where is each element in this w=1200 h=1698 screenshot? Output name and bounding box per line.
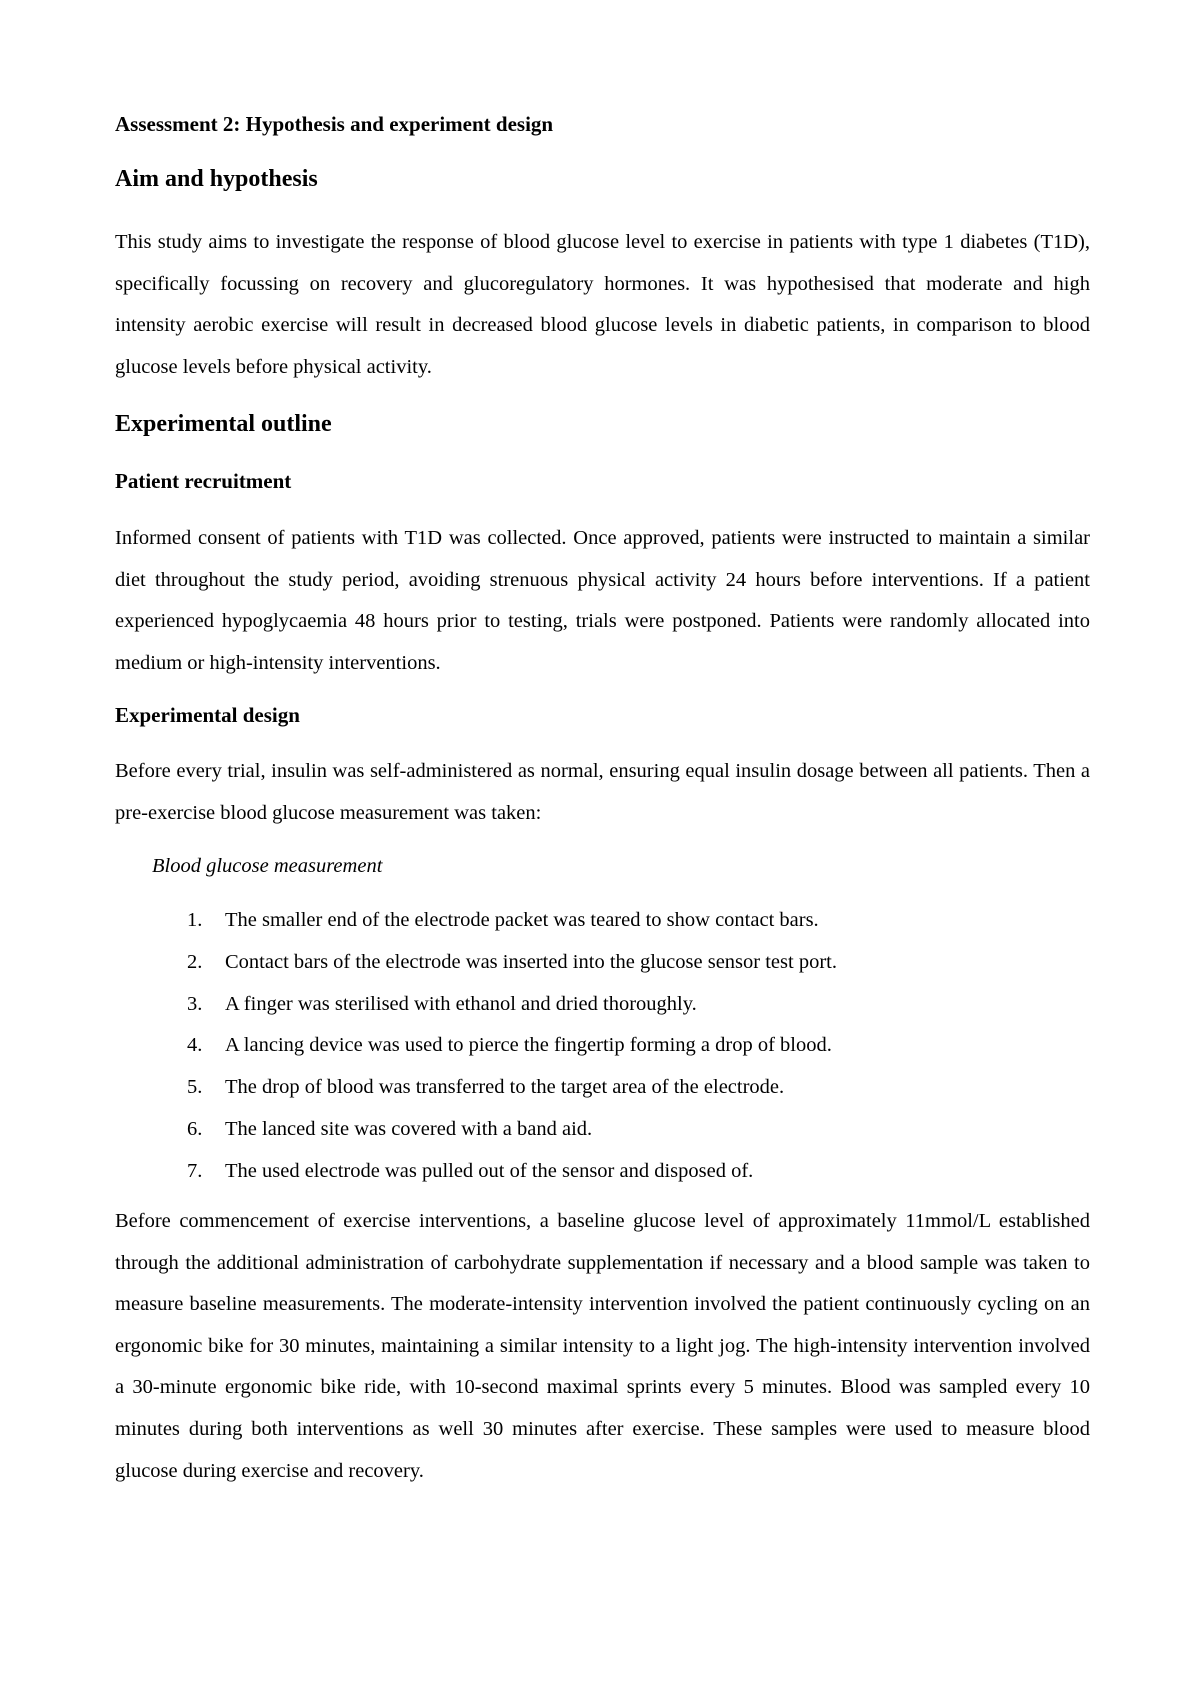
design-intro-paragraph: Before every trial, insulin was self-administered as normal, ensuring equal insulin dosage between all patients. Then a pre-exercise blood glucose measurement was taken: (115, 760, 1090, 824)
step-number: 1. (187, 909, 203, 931)
step-number: 4. (187, 1034, 203, 1057)
aim-paragraph: This study aims to investigate the response of blood glucose level to exercise in patients with type 1 diabetes (T1D), specifically focussing on recovery and glucoregulatory hormones. It was hypothesised that moderate and high intensity aerobic exercise will result in decreased blood glucose levels in diabetic patients, in comparison to blood glucose levels before physical activity. (115, 231, 1090, 378)
step-number: 3. (187, 992, 203, 1015)
list-item (115, 900, 837, 942)
list-item (115, 942, 837, 984)
list-item (115, 1025, 837, 1067)
step-text: A lancing device was used to pierce the fingertip forming a drop of blood. (225, 1034, 832, 1057)
step-number: 5. (187, 1076, 203, 1099)
step-text: The used electrode was pulled out of the sensor and disposed of. (225, 1159, 754, 1182)
step-text: The lanced site was covered with a band aid. (225, 1117, 593, 1140)
measurement-subheading: Blood glucose measurement (152, 855, 383, 877)
step-number: 7. (187, 1159, 203, 1182)
outline-heading: Experimental outline (115, 411, 332, 437)
step-text: A finger was sterilised with ethanol and dried thoroughly. (225, 992, 697, 1015)
design-closing-paragraph: Before commencement of exercise interventions, a baseline glucose level of approximately 11mmol/L established through the additional administration of carbohydrate supplementation if necessary and a blood sample was taken to measure baseline measurements. The moderate-intensity intervention involved the patient continuously cycling on an ergonomic bike for 30 minutes, maintaining a similar intensity to a light jog. The high-intensity intervention involved a 30-minute ergonomic bike ride, with 10-second maximal sprints every 5 minutes. Blood was sampled every 10 minutes during both interventions as well 30 minutes after exercise. These samples were used to measure blood glucose during exercise and recovery. (115, 1210, 1090, 1482)
design-heading: Experimental design (115, 703, 300, 727)
step-text: Contact bars of the electrode was inserted into the glucose sensor test port. (225, 950, 837, 973)
step-text: The smaller end of the electrode packet was teared to show contact bars. (225, 909, 819, 931)
aim-heading: Aim and hypothesis (115, 166, 318, 192)
recruitment-paragraph: Informed consent of patients with T1D was collected. Once approved, patients were instructed to maintain a similar diet throughout the study period, avoiding strenuous physical activity 24 hours before interventions. If a patient experienced hypoglycaemia 48 hours prior to testing, trials were postponed. Patients were randomly allocated into medium or high-intensity interventions. (115, 527, 1090, 674)
step-number: 6. (187, 1117, 203, 1140)
measurement-steps-list (115, 900, 837, 1193)
list-item (115, 1067, 837, 1109)
document-title: Assessment 2: Hypothesis and experiment design (115, 112, 554, 136)
step-text: The drop of blood was transferred to the target area of the electrode. (225, 1076, 785, 1099)
list-item (115, 984, 837, 1026)
recruitment-heading: Patient recruitment (115, 469, 292, 493)
step-number: 2. (187, 950, 203, 973)
list-item (115, 1109, 837, 1151)
list-item (115, 1151, 837, 1193)
